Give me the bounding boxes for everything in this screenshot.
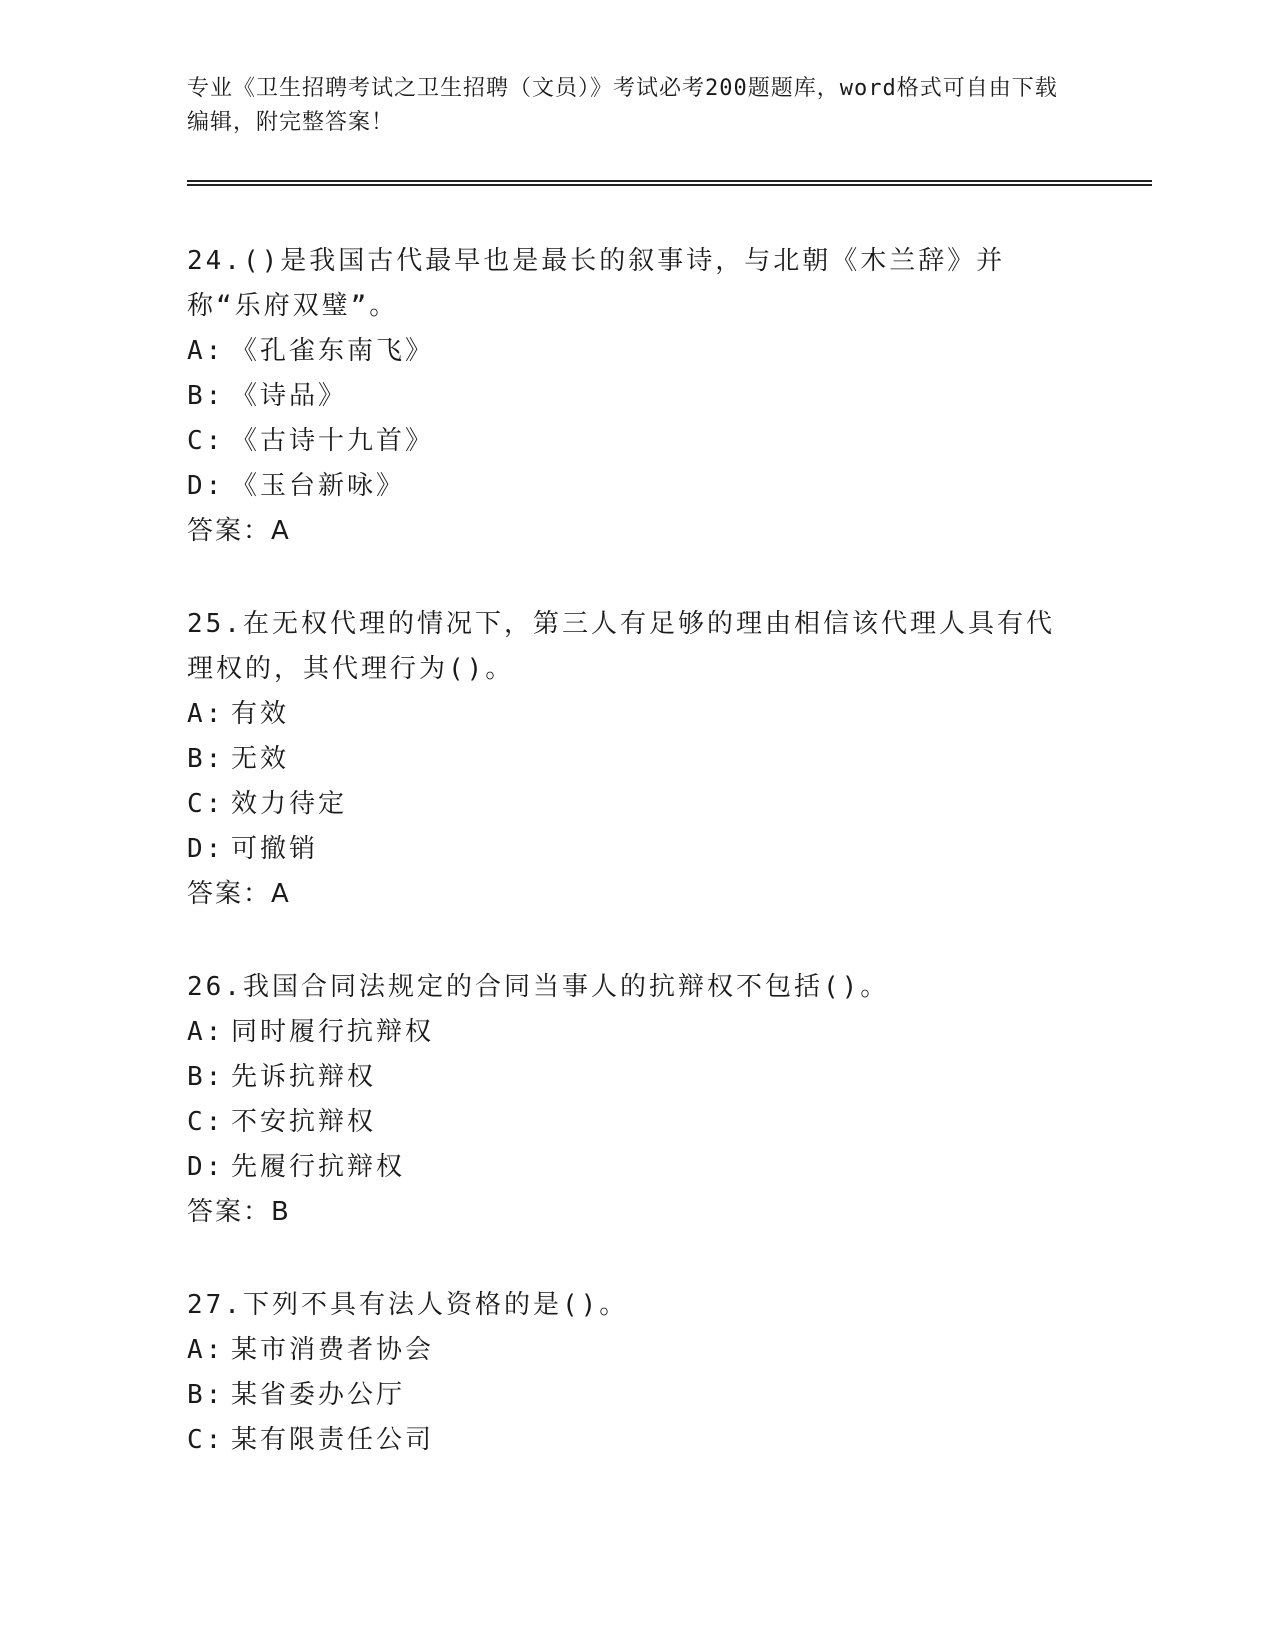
option-c	[187, 419, 1147, 464]
header-double-rule	[187, 180, 1152, 187]
option-text: 不安抗辩权	[231, 1107, 377, 1137]
question-stem: 26.我国合同法规定的合同当事人的抗辩权不包括()。	[187, 972, 890, 1002]
question-25	[187, 602, 1147, 917]
answer-line: 答案：B	[187, 1197, 291, 1227]
option-letter: A:	[187, 699, 225, 729]
option-letter: B:	[187, 1380, 225, 1410]
option-letter: D:	[187, 1152, 225, 1182]
option-a	[187, 692, 1147, 737]
option-text: 无效	[231, 744, 290, 774]
option-letter: A:	[187, 336, 225, 366]
option-text: 某市消费者协会	[231, 1335, 435, 1365]
option-letter: C:	[187, 1425, 225, 1455]
option-letter: B:	[187, 744, 225, 774]
option-b	[187, 1373, 1147, 1418]
option-letter: B:	[187, 1062, 225, 1092]
option-letter: D:	[187, 471, 225, 501]
question-stem: 25.在无权代理的情况下，第三人有足够的理由相信该代理人具有代理权的，其代理行为()。	[187, 609, 1055, 684]
option-b	[187, 374, 1147, 419]
option-c	[187, 1418, 1147, 1463]
option-c	[187, 782, 1147, 827]
option-a	[187, 1010, 1147, 1055]
option-text: 先诉抗辩权	[231, 1062, 377, 1092]
option-b	[187, 1055, 1147, 1100]
question-stem: 27.下列不具有法人资格的是()。	[187, 1290, 629, 1320]
option-text: 先履行抗辩权	[231, 1152, 406, 1182]
answer-line: 答案：A	[187, 516, 291, 546]
option-text: 某省委办公厅	[231, 1380, 406, 1410]
option-text: 《玉台新咏》	[231, 471, 406, 501]
option-b	[187, 737, 1147, 782]
option-a	[187, 329, 1147, 374]
option-letter: C:	[187, 1107, 225, 1137]
question-stem: 24.()是我国古代最早也是最长的叙事诗，与北朝《木兰辞》并称“乐府双璧”。	[187, 246, 1006, 321]
question-27	[187, 1283, 1147, 1463]
option-letter: B:	[187, 381, 225, 411]
option-text: 可撤销	[231, 834, 319, 864]
document-page	[187, 0, 1147, 1511]
option-text: 同时履行抗辩权	[231, 1017, 435, 1047]
option-d	[187, 827, 1147, 872]
option-text: 某有限责任公司	[231, 1425, 435, 1455]
option-letter: A:	[187, 1335, 225, 1365]
option-letter: D:	[187, 834, 225, 864]
document-header: 专业《卫生招聘考试之卫生招聘（文员）》考试必考200题题库，word格式可自由下载编辑，附完整答案！	[187, 76, 1058, 135]
option-a	[187, 1328, 1147, 1373]
option-text: 《孔雀东南飞》	[231, 336, 435, 366]
answer-line: 答案：A	[187, 879, 291, 909]
option-letter: A:	[187, 1017, 225, 1047]
option-letter: C:	[187, 789, 225, 819]
option-d	[187, 1145, 1147, 1190]
question-24	[187, 239, 1147, 554]
option-text: 效力待定	[231, 789, 348, 819]
option-text: 《古诗十九首》	[231, 426, 435, 456]
question-26	[187, 965, 1147, 1235]
option-letter: C:	[187, 426, 225, 456]
option-d	[187, 464, 1147, 509]
option-text: 《诗品》	[231, 381, 348, 411]
option-c	[187, 1100, 1147, 1145]
question-list	[187, 239, 1147, 1463]
option-text: 有效	[231, 699, 290, 729]
